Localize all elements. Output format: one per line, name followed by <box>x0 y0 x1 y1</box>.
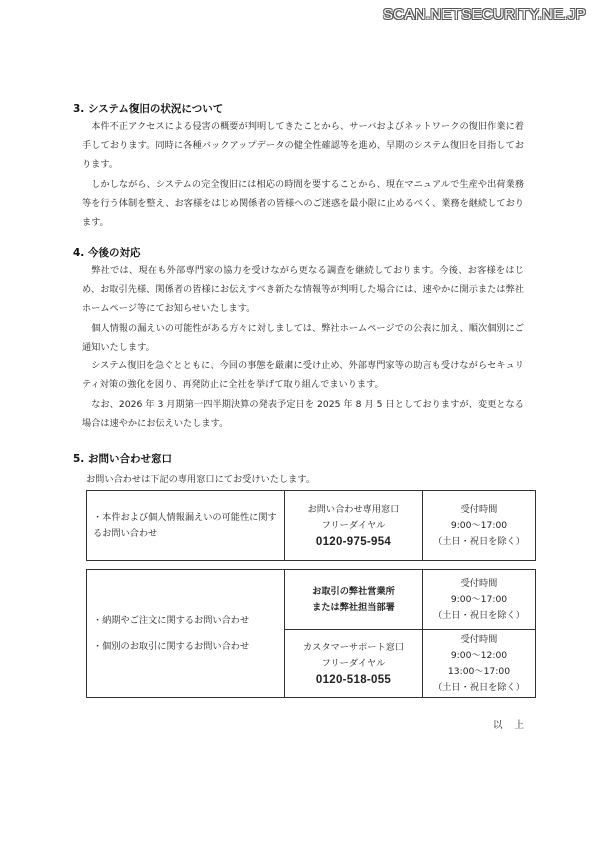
hours-label: 受付時間 <box>460 633 498 645</box>
section-3-heading: 3. システム復旧の状況について <box>73 103 224 115</box>
inquiry-text: ・本件および個人情報漏えいの可能性に関するお問い合わせ <box>93 511 277 539</box>
free-dial-label: フリーダイヤル <box>321 519 386 531</box>
hours-cell <box>423 630 536 698</box>
section-5-heading: 5. お問い合わせ窓口 <box>73 453 172 465</box>
hours-label: 受付時間 <box>460 503 498 515</box>
inquiry-text: ・個別のお取引に関するお問い合わせ <box>93 640 250 652</box>
contact-line-2: または弊社担当部署 <box>312 601 395 613</box>
phone-number[interactable]: 0120-975-954 <box>315 535 392 548</box>
hours-pm: 13:00～17:00 <box>447 665 511 677</box>
window-cell <box>285 630 423 698</box>
inquiry-text: ・納期やご注文に関するお問い合わせ <box>93 614 250 626</box>
inquiry-cell <box>87 491 285 561</box>
section-4-paragraph-1: 弊社では、現在も外部専門家の協力を受けながら更なる調査を継続しております。今後、お客様をはじめ、お取引先様、関係者の皆様にお伝えすべき新たな情報等が判明した場合には、速やかに開示または弊社ホームページ等にてお知らせいたします。 <box>82 265 524 314</box>
section-4-paragraph-4: なお、2026 年 3 月期第一四半期決算の発表予定日を 2025 年 8 月 5 日としておりますが、変更となる場合は速やかにお伝えいたします。 <box>82 399 524 429</box>
section-3-paragraph-1: 本件不正アクセスによる侵害の概要が判明してきたことから、サーバおよびネットワークの復旧作業に着手しております。同時に各種バックアップデータの健全性確認等を進め、早期のシステム復旧を目指しております。 <box>82 121 524 170</box>
contact-intro: お問い合わせは下記の専用窓口にてお受けいたします。 <box>86 474 315 485</box>
free-dial-label: フリーダイヤル <box>321 657 386 669</box>
window-cell <box>285 491 423 561</box>
contact-table-1 <box>86 490 536 561</box>
hours-cell <box>423 491 536 561</box>
section-4-heading: 4. 今後の対応 <box>73 247 141 259</box>
closed-days: （土日・祝日を除く） <box>433 609 525 621</box>
window-name: お問い合わせ専用窓口 <box>307 503 400 515</box>
contact-line-1: お取引の弊社営業所 <box>312 585 395 597</box>
hours: 9:00～17:00 <box>450 593 508 605</box>
watermark: SCAN.NETSECURITY.NE.JP <box>382 6 586 23</box>
hours-am: 9:00～12:00 <box>450 649 508 661</box>
phone-number[interactable]: 0120-518-055 <box>315 673 392 686</box>
closing-mark: 以上 <box>493 720 537 731</box>
contact-cell <box>285 570 423 630</box>
section-4-paragraph-3: システム復旧を急ぐとともに、今回の事態を厳粛に受け止め、外部専門家等の助言も受けながらセキュリティ対策の強化を図り、再発防止に全社を挙げて取り組んでまいります。 <box>82 360 524 390</box>
inquiry-cell <box>87 570 285 698</box>
contact-table-2 <box>86 569 536 698</box>
closed-days: （土日・祝日を除く） <box>433 681 525 693</box>
hours-label: 受付時間 <box>460 577 498 589</box>
hours-cell <box>423 570 536 630</box>
hours: 9:00～17:00 <box>450 519 508 531</box>
section-3-paragraph-2: しかしながら、システムの完全復旧には相応の時間を要することから、現在マニュアルで生産や出荷業務等を行う体制を整え、お客様をはじめ関係者の皆様へのご迷惑を最小限に止めるべく、業務を継続しております。 <box>82 179 524 228</box>
window-name: カスタマーサポート窓口 <box>302 641 405 653</box>
closed-days: （土日・祝日を除く） <box>433 535 525 547</box>
section-4-paragraph-2: 個人情報の漏えいの可能性がある方々に対しましては、弊社ホームページでの公表に加え、順次個別にご通知いたします。 <box>82 323 524 353</box>
